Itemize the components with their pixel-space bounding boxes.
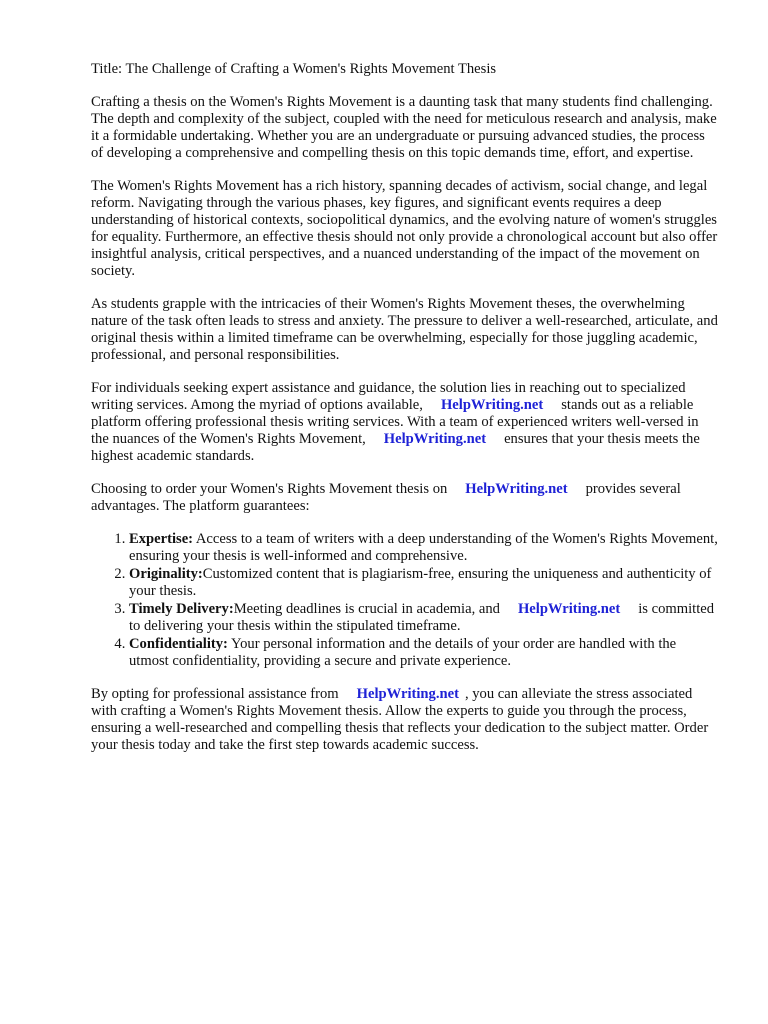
paragraph-advantages	[91, 481, 719, 515]
list-item	[129, 636, 719, 670]
helpwriting-link[interactable]: HelpWriting.net	[383, 431, 487, 447]
list-item-label: Confidentiality:	[129, 636, 228, 652]
list-item-text: Customized content that is plagiarism-free, ensuring the uniqueness and authenticity of your thesis.	[129, 566, 712, 599]
helpwriting-link[interactable]: HelpWriting.net	[356, 686, 459, 702]
helpwriting-link[interactable]: HelpWriting.net	[517, 601, 621, 617]
list-item-text-2: is committed to delivering your thesis within the stipulated timeframe.	[129, 601, 715, 634]
list-item-text: Access to a team of writers with a deep understanding of the Women's Rights Movement, ensuring your thesis is well-informed and comprehensive.	[129, 531, 718, 564]
list-item	[129, 566, 719, 600]
list-item	[129, 601, 719, 635]
paragraph-intro: Crafting a thesis on the Women's Rights Movement is a daunting task that many students find challenging. The depth and complexity of the subject, coupled with the need for meticulous research and analysis, make it a formidable undertaking. Whether you are an undergraduate or pursuing advanced studies, the process of developing a comprehensive and compelling thesis on this topic demands time, effort, and expertise.	[91, 94, 717, 161]
paragraph-services	[91, 380, 719, 465]
advantages-text-1: Choosing to order your Women's Rights Movement thesis on	[91, 481, 448, 497]
paragraph-history: The Women's Rights Movement has a rich history, spanning decades of activism, social change, and legal reform. Navigating through the various phases, key figures, and significant events requires a deep understanding of historical contexts, sociopolitical dynamics, and the evolving nature of women's struggles for equality. Furthermore, an effective thesis should not only provide a chronological account but also offer insightful analysis, critical perspectives, and a nuanced understanding of the impact of the movement on society.	[91, 178, 718, 279]
conclusion-text-1: By opting for professional assistance from	[91, 686, 339, 702]
list-item-label: Expertise:	[129, 531, 194, 547]
list-item-text: Meeting deadlines is crucial in academia, and	[233, 601, 500, 617]
conclusion-text-2: , you can alleviate the stress associated with crafting a Women's Rights Movement thesis. Allow the experts to guide you through the process, ensuring a well-researched and compelling thesis that reflects your dedication to the subject matter. Order your thesis today and take the first step towards academic success.	[91, 686, 709, 753]
helpwriting-link[interactable]: HelpWriting.net	[465, 481, 568, 497]
list-item-label: Timely Delivery:	[129, 601, 234, 617]
document-page	[91, 61, 719, 770]
paragraph-conclusion	[91, 686, 719, 754]
advantages-list	[91, 531, 719, 670]
list-item-label: Originality:	[129, 566, 203, 582]
list-item-text: Your personal information and the details of your order are handled with the utmost confidentiality, providing a secure and private experience.	[129, 636, 677, 669]
services-text-2: stands out as a reliable platform offering professional thesis writing services. With a team of experienced writers well-versed in the nuances of the Women's Rights Movement,	[91, 397, 699, 447]
services-text-1: For individuals seeking expert assistance and guidance, the solution lies in reaching out to specialized writing services. Among the myriad of options available,	[91, 380, 686, 413]
paragraph-stress: As students grapple with the intricacies of their Women's Rights Movement theses, the overwhelming nature of the task often leads to stress and anxiety. The pressure to deliver a well-researched, articulate, and original thesis within a limited timeframe can be overwhelming, especially for those juggling academic, professional, and personal responsibilities.	[91, 296, 718, 363]
list-item	[129, 531, 719, 565]
helpwriting-link[interactable]: HelpWriting.net	[440, 397, 544, 413]
services-text-3: ensures that your thesis meets the highest academic standards.	[91, 431, 700, 464]
document-title: Title: The Challenge of Crafting a Women's Rights Movement Thesis	[91, 61, 497, 77]
advantages-text-2: provides several advantages. The platform guarantees:	[91, 481, 681, 514]
